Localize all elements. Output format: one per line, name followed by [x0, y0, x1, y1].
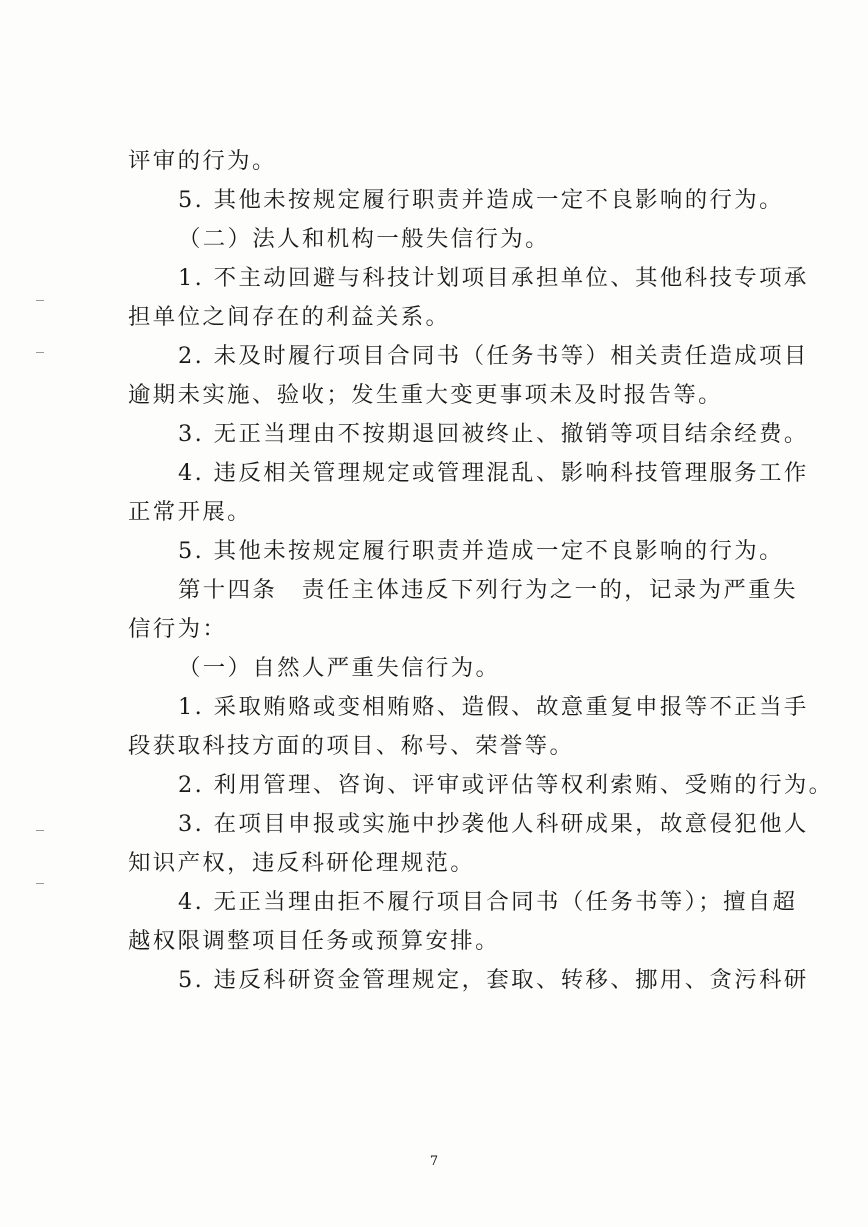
text-line: 5. 其他未按规定履行职责并造成一定不良影响的行为。 [178, 187, 784, 213]
text-line: 1. 不主动回避与科技计划项目承担单位、其他科技专项承 [178, 265, 809, 291]
scan-mark [36, 883, 44, 884]
body-text [128, 142, 834, 1000]
section-heading: （一）自然人严重失信行为。 [178, 655, 501, 681]
text-line: 逾期未实施、验收；发生重大变更事项未及时报告等。 [128, 382, 723, 408]
article-line: 第十四条 责任主体违反下列行为之一的，记录为严重失 [178, 577, 798, 603]
text-line: 3. 无正当理由不按期退回被终止、撤销等项目结余经费。 [178, 421, 809, 447]
text-line: 5. 违反科研资金管理规定，套取、转移、挪用、贪污科研 [178, 967, 809, 993]
text-line: 3. 在项目申报或实施中抄袭他人科研成果，故意侵犯他人 [178, 811, 809, 837]
text-line: 知识产权，违反科研伦理规范。 [128, 850, 476, 876]
scan-mark [36, 352, 44, 353]
text-line: 正常开展。 [128, 499, 252, 525]
text-line: 担单位之间存在的利益关系。 [128, 304, 451, 330]
section-heading: （二）法人和机构一般失信行为。 [178, 226, 550, 252]
text-line: 越权限调整项目任务或预算安排。 [128, 928, 500, 954]
text-line: 4. 违反相关管理规定或管理混乱、影响科技管理服务工作 [178, 460, 809, 486]
text-line: 评审的行为。 [128, 148, 277, 174]
page-number: 7 [429, 1154, 439, 1169]
text-line: 1. 采取贿赂或变相贿赂、造假、故意重复申报等不正当手 [178, 694, 809, 720]
text-line: 4. 无正当理由拒不履行项目合同书（任务书等）；擅自超 [178, 889, 798, 915]
text-line: 2. 未及时履行项目合同书（任务书等）相关责任造成项目 [178, 343, 809, 369]
scan-mark [36, 830, 44, 831]
text-line: 5. 其他未按规定履行职责并造成一定不良影响的行为。 [178, 538, 784, 564]
text-line: 信行为： [128, 616, 228, 642]
text-line: 段获取科技方面的项目、称号、荣誉等。 [128, 733, 575, 759]
scan-mark [36, 300, 44, 301]
text-line: 2. 利用管理、咨询、评审或评估等权利索贿、受贿的行为。 [178, 772, 834, 798]
